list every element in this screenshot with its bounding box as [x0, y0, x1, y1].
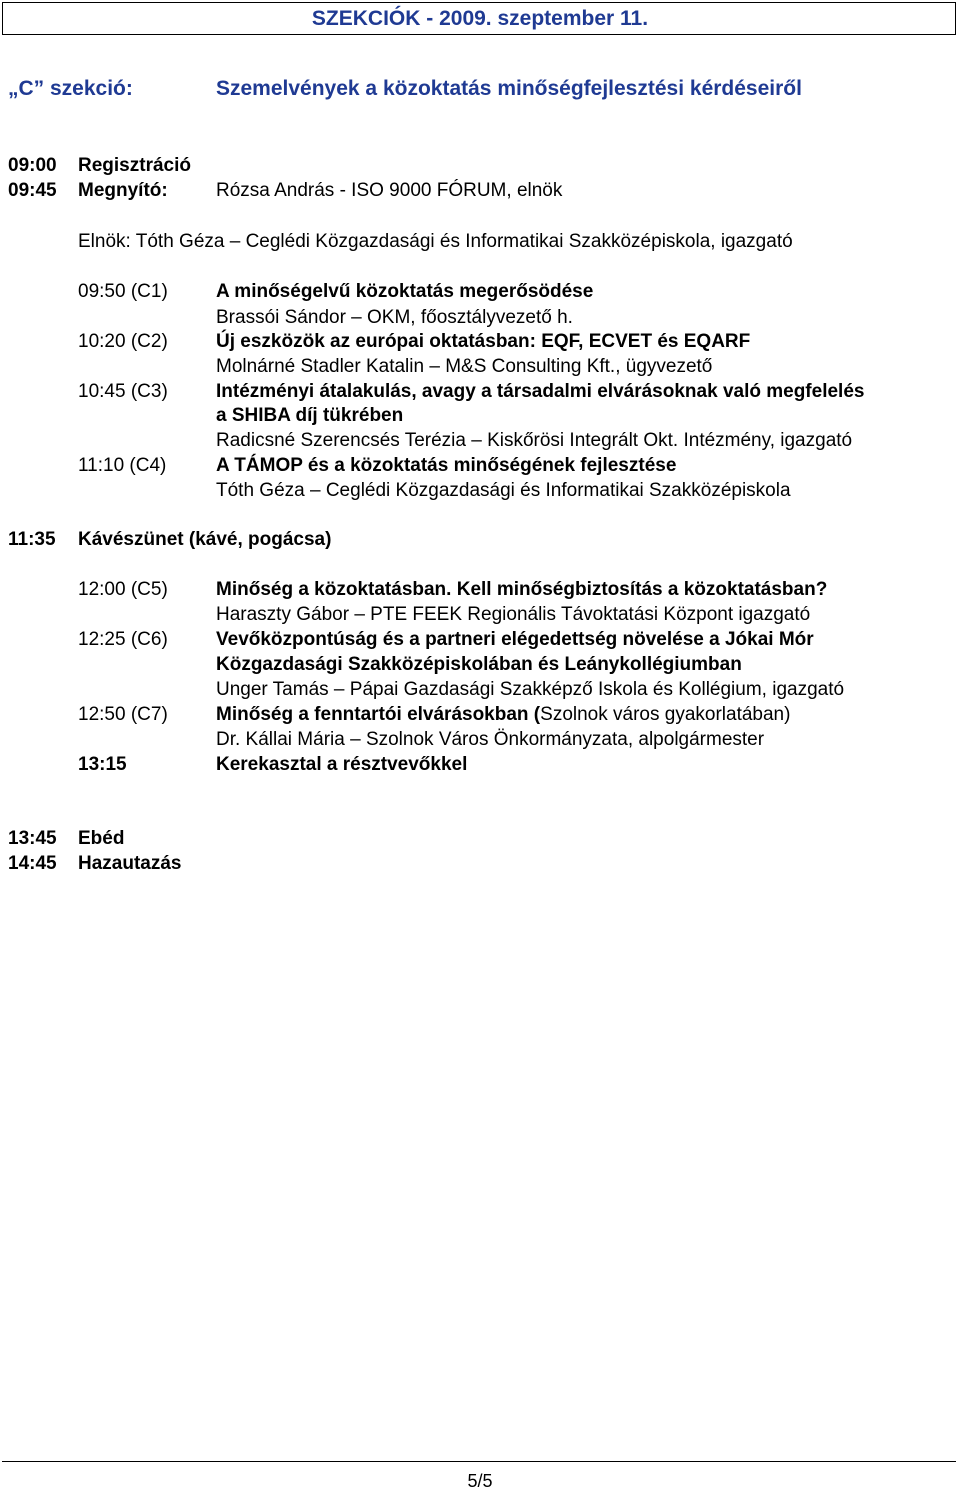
talk-title-suffix: Szolnok város gyakorlatában)	[540, 704, 791, 725]
break-label: Kávészünet (kávé, pogácsa)	[78, 529, 332, 550]
registration-label: Regisztráció	[78, 155, 191, 176]
time-opening: 09:45	[8, 180, 57, 201]
departure-time: 14:45	[8, 853, 57, 874]
chair-line: Elnök: Tóth Géza – Ceglédi Közgazdasági és Informatikai Szakközépiskola, igazgató	[78, 231, 793, 252]
talk-title: A minőségelvű közoktatás megerősödése	[216, 281, 594, 302]
talk-time: 10:45 (C3)	[78, 381, 168, 402]
break-time: 11:35	[8, 529, 56, 550]
talk-title: A TÁMOP és a közoktatás minőségének fejlesztése	[216, 455, 677, 476]
talk-title-row	[216, 705, 790, 724]
talk-title: Intézményi átalakulás, avagy a társadalmi elvárásoknak való megfelelés	[216, 381, 865, 402]
talk-time: 12:25 (C6)	[78, 629, 168, 650]
footer-rule	[2, 1461, 956, 1462]
time-registration: 09:00	[8, 155, 57, 176]
talk-speaker: Molnárné Stadler Katalin – M&S Consulting Kft., ügyvezető	[216, 356, 713, 377]
lunch-label: Ebéd	[78, 828, 125, 849]
departure-label: Hazautazás	[78, 853, 182, 874]
talk-speaker: Tóth Géza – Ceglédi Közgazdasági és Informatikai Szakközépiskola	[216, 480, 791, 501]
talk-time: 10:20 (C2)	[78, 331, 168, 352]
talk-speaker: Unger Tamás – Pápai Gazdasági Szakképző Iskola és Kollégium, igazgató	[216, 679, 845, 700]
talk-time: 09:50 (C1)	[78, 281, 168, 302]
talk-speaker: Brassói Sándor – OKM, főosztályvezető h.	[216, 307, 573, 328]
talk-title: Vevőközpontúság és a partneri elégedettség növelése a Jókai Mór	[216, 629, 814, 650]
talk-speaker: Haraszty Gábor – PTE FEEK Regionális Távoktatási Központ igazgató	[216, 604, 811, 625]
talk-speaker: Dr. Kállai Mária – Szolnok Város Önkormányzata, alpolgármester	[216, 729, 765, 750]
talk-time: 12:00 (C5)	[78, 579, 168, 600]
talk-title: Minőség a fenntartói elvárásokban (	[216, 704, 541, 725]
talk-speaker: Radicsné Szerencsés Terézia – Kiskőrösi Integrált Okt. Intézmény, igazgató	[216, 430, 853, 451]
talk-time: 13:15	[78, 754, 127, 775]
page-number: 5/5	[467, 1471, 493, 1491]
section-label: „C” szekció:	[8, 77, 133, 100]
opening-label: Megnyító:	[78, 180, 168, 201]
talk-time: 11:10 (C4)	[78, 455, 167, 476]
talk-title-line-2: Közgazdasági Szakközépiskolában és Leánykollégiumban	[216, 654, 742, 675]
talk-title-line-2: a SHIBA díj tükrében	[216, 405, 404, 426]
talk-title: Kerekasztal a résztvevőkkel	[216, 754, 468, 775]
section-title: Szemelvények a közoktatás minőségfejlesztési kérdéseiről	[216, 77, 802, 100]
talk-time: 12:50 (C7)	[78, 704, 168, 725]
talk-title: Minőség a közoktatásban. Kell minőségbiztosítás a közoktatásban?	[216, 579, 828, 600]
opening-speaker: Rózsa András - ISO 9000 FÓRUM, elnök	[216, 180, 563, 201]
talk-title: Új eszközök az európai oktatásban: EQF, ECVET és EQARF	[216, 331, 751, 352]
page-title: SZEKCIÓK - 2009. szeptember 11.	[311, 7, 649, 30]
lunch-time: 13:45	[8, 828, 57, 849]
